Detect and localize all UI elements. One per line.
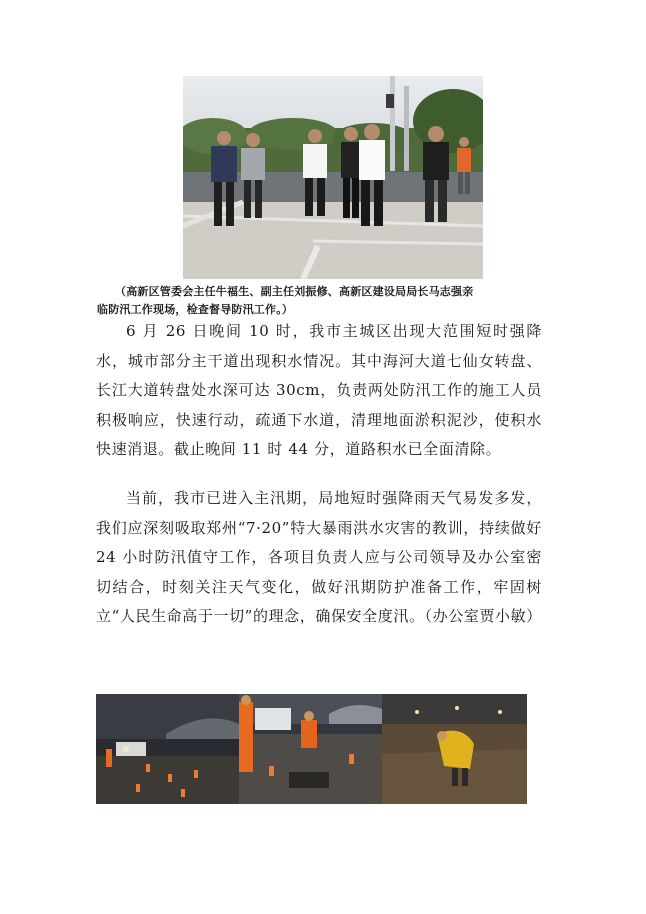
- paragraph-1: 6 月 26 日晚间 10 时，我市主城区出现大范围短时强降水，城市部分主干道出现积水情况。其中海河大道七仙女转盘、长江大道转盘处水深可达 30cm，负责两处防汛工作的施工人员积极响应，快速行动，疏通下水道，清理地面淤积泥沙，使积水快速消退。截止晚间 11 时 44 分，道路积水已全面清除。: [96, 322, 542, 459]
- night-drainage-photo-2: [239, 694, 382, 804]
- inspection-photo: [183, 76, 483, 279]
- caption-line-2: 临防汛工作现场，检查督导防汛工作。）: [97, 303, 294, 316]
- photo-caption: [97, 283, 547, 319]
- night-drainage-photo-3: [382, 694, 527, 804]
- caption-line-1: （高新区管委会主任牛福生、副主任刘振修、高新区建设局局长马志强亲: [115, 285, 474, 298]
- night-drainage-photo-1: [96, 694, 239, 804]
- paragraph-2: 当前，我市已进入主汛期，局地短时强降雨天气易发多发，我们应深刻吸取郑州“7·20”特大暴雨洪水灾害的教训，持续做好 24 小时防汛值守工作，各项目负责人应与公司领导及办公室密切结合，时刻关注天气变化，做好汛期防护准备工作，牢固树立“人民生命高于一切”的理念，确保安全度汛。（办公室贾小敏）: [96, 489, 542, 626]
